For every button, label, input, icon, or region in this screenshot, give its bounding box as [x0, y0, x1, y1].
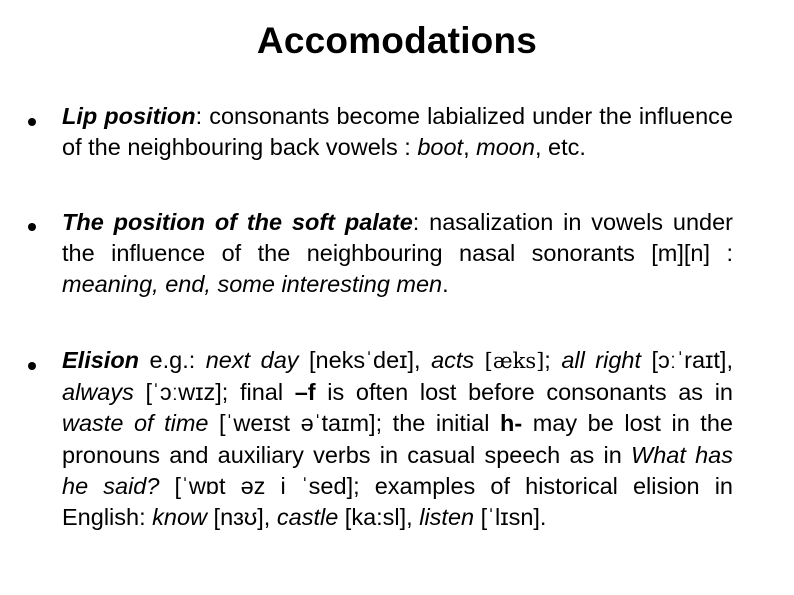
- example-phrase: waste of time: [62, 410, 209, 437]
- example-phrase: What has he said?: [62, 441, 733, 499]
- example-phrase: next day: [205, 347, 299, 373]
- body-text: nasalization in vowels under the influence of the neighbouring nasal sonorants [m][n] :: [62, 209, 733, 267]
- term-elision: Elision: [62, 347, 140, 373]
- transcription: [neksˈdeɪ],: [298, 347, 432, 373]
- body-text: e.g.:: [139, 347, 206, 373]
- bullet-dot-icon: [28, 362, 36, 370]
- term-lip-position: Lip position: [62, 103, 196, 129]
- example-words: meaning, end, some interesting men: [62, 271, 443, 298]
- transcription: [ˈɔːwɪz]; final: [133, 379, 295, 406]
- example-phrase: always: [62, 379, 134, 406]
- term-soft-palate: The position of the soft palate: [62, 209, 413, 235]
- body-text: is often lost before consonants as in: [315, 379, 733, 406]
- transcription: [nɜʊ],: [207, 504, 277, 531]
- colon: :: [195, 103, 203, 129]
- list-item-soft-palate: [62, 207, 733, 301]
- separator: ,: [463, 134, 477, 161]
- space: [474, 347, 484, 373]
- example-phrase: know: [152, 504, 208, 531]
- list-item-elision: [62, 345, 733, 533]
- transcription: [ˈwɒt əz i ˈsed]; examples of historical elision in English:: [62, 472, 733, 531]
- transcription: [ɔːˈraɪt],: [641, 347, 733, 373]
- list-item-lip-position: [62, 101, 733, 163]
- body-text: .: [442, 271, 449, 298]
- example-phrase: all right: [561, 347, 642, 373]
- body-text: consonants become labialized under the influence of the neighbouring back vowels :: [62, 103, 733, 161]
- letter-highlight: h-: [499, 410, 523, 437]
- body-text: ;: [544, 347, 562, 373]
- bullet-dot-icon: [28, 223, 36, 231]
- colon: :: [412, 209, 420, 235]
- example-word: moon: [476, 134, 535, 161]
- example-word: boot: [417, 134, 464, 161]
- bullet-dot-icon: [28, 118, 36, 126]
- example-phrase: acts: [431, 347, 475, 373]
- body-text: , etc.: [534, 134, 586, 161]
- letter-highlight: –f: [294, 379, 316, 406]
- example-phrase: listen: [419, 504, 475, 531]
- transcription: [æks]: [484, 349, 545, 373]
- transcription: [ˈlɪsn].: [474, 504, 547, 531]
- transcription: [ka:sl],: [338, 504, 420, 531]
- example-phrase: castle: [276, 504, 339, 531]
- slide-title: Accomodations: [256, 20, 538, 61]
- body-text: may be lost in the pronouns and auxiliary verbs in casual speech as in: [62, 410, 733, 468]
- transcription: [ˈweɪst əˈtaɪm]; the initial: [208, 410, 500, 437]
